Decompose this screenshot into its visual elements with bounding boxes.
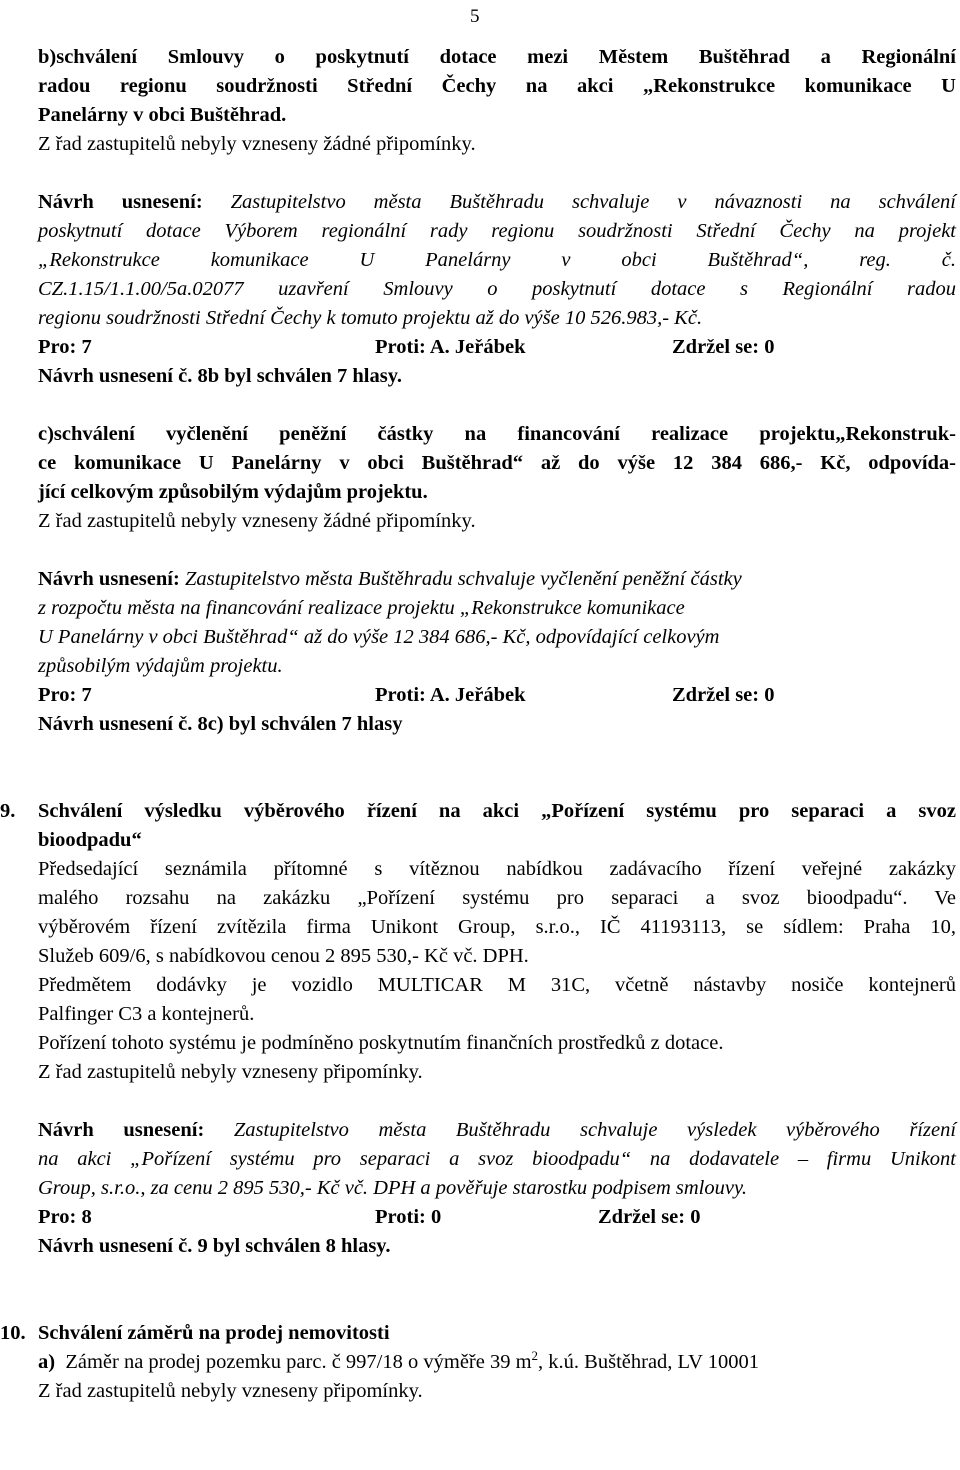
section-b-proposal-line: regionu soudržnosti Střední Čechy k tomuto projektu až do výše 10 526.983,- Kč. bbox=[38, 307, 703, 329]
proposal-label: Návrh usnesení: bbox=[38, 1119, 205, 1141]
proposal-label: Návrh usnesení: bbox=[38, 191, 203, 213]
section-b-heading-line: Panelárny v obci Buštěhrad. bbox=[38, 104, 287, 126]
section-9-result: Návrh usnesení č. 9 byl schválen 8 hlasy. bbox=[38, 1235, 391, 1257]
section-9-heading-line: bioodpadu“ bbox=[38, 829, 142, 851]
section-10-comment: Z řad zastupitelů nebyly vzneseny připomínky. bbox=[38, 1380, 423, 1402]
section-c-comment: Z řad zastupitelů nebyly vzneseny žádné připomínky. bbox=[38, 510, 476, 532]
section-c-proposal-line: U Panelárny v obci Buštěhrad“ až do výše 12 384 686,- Kč, odpovídající celkovým bbox=[38, 626, 720, 648]
section-9-body-line: výběrovém řízení zvítězila firma Unikont Group, s.r.o., IČ 41193113, se sídlem: Praha 10, bbox=[38, 916, 956, 938]
section-9-proposal-line: na akci „Pořízení systému pro separaci a svoz bioodpadu“ na dodavatele – firmu Unikont bbox=[38, 1148, 956, 1170]
vote-zdrzel: Zdržel se: 0 bbox=[672, 336, 775, 358]
section-9-body-line: Předmětem dodávky je vozidlo MULTICAR M 31C, včetně nástavby nosiče kontejnerů bbox=[38, 974, 956, 996]
section-10 bbox=[0, 1319, 956, 1406]
item-superscript: 2 bbox=[531, 1348, 539, 1364]
section-b-proposal-line bbox=[38, 188, 956, 217]
vote-zdrzel: Zdržel se: 0 bbox=[598, 1206, 701, 1228]
page-number: 5 bbox=[470, 6, 480, 27]
section-c-proposal-line: z rozpočtu města na financování realizace projektu „Rekonstrukce komunikace bbox=[38, 597, 685, 619]
section-b-result: Návrh usnesení č. 8b byl schválen 7 hlasy. bbox=[38, 365, 402, 387]
proposal-label: Návrh usnesení: bbox=[38, 568, 180, 590]
section-9-body-line: Palfinger C3 a kontejnerů. bbox=[38, 1003, 255, 1025]
section-c-proposal-line: způsobilým výdajům projektu. bbox=[38, 655, 283, 677]
section-b-heading-line: radou regionu soudržnosti Střední Čechy na akci „Rekonstrukce komunikace U bbox=[38, 75, 956, 97]
section-c-vote bbox=[38, 681, 956, 710]
item-text-before: Záměr na prodej pozemku parc. č 997/18 o výměře 39 m bbox=[65, 1351, 532, 1373]
section-b-proposal-line: „Rekonstrukce komunikace U Panelárny v obci Buštěhrad“, reg. č. bbox=[38, 249, 956, 271]
item-label: a) bbox=[38, 1351, 56, 1373]
vote-proti: Proti: A. Jeřábek bbox=[375, 336, 526, 358]
section-c-heading-line: jící celkovým způsobilým výdajům projektu. bbox=[38, 481, 428, 503]
vote-proti: Proti: 0 bbox=[375, 1206, 442, 1228]
vote-pro: Pro: 7 bbox=[38, 336, 92, 358]
section-9-proposal-line: Group, s.r.o., za cenu 2 895 530,- Kč vč. DPH a pověřuje starostku podpisem smlouvy. bbox=[38, 1177, 748, 1199]
item-text-after: , k.ú. Buštěhrad, LV 10001 bbox=[538, 1351, 759, 1373]
section-b bbox=[38, 43, 956, 391]
section-10-item bbox=[38, 1348, 956, 1377]
proposal-text: Zastupitelstvo města Buštěhradu schvaluje v návaznosti na schválení bbox=[230, 191, 957, 213]
section-10-number: 10. bbox=[0, 1322, 26, 1344]
section-b-proposal-line: CZ.1.15/1.1.00/5a.02077 uzavření Smlouvy o poskytnutí dotace s Regionální radou bbox=[38, 278, 956, 300]
section-c-heading-line: c)schválení vyčlenění peněžní částky na financování realizace projektu„Rekonstruk- bbox=[38, 423, 956, 445]
vote-pro: Pro: 8 bbox=[38, 1206, 92, 1228]
proposal-text: Zastupitelstvo města Buštěhradu schvaluje vyčlenění peněžní částky bbox=[184, 568, 742, 590]
section-10-heading: Schválení záměrů na prodej nemovitosti bbox=[38, 1322, 390, 1344]
section-9-body-line: Služeb 609/6, s nabídkovou cenou 2 895 530,- Kč vč. DPH. bbox=[38, 945, 529, 967]
proposal-text: Zastupitelstvo města Buštěhradu schvaluje výsledek výběrového řízení bbox=[233, 1119, 957, 1141]
section-9-number: 9. bbox=[0, 800, 16, 822]
section-9 bbox=[0, 797, 957, 1261]
section-9-heading-line: Schválení výsledku výběrového řízení na akci „Pořízení systému pro separaci a svoz bbox=[38, 800, 956, 822]
section-b-comment: Z řad zastupitelů nebyly vzneseny žádné připomínky. bbox=[38, 133, 476, 155]
section-c-heading-line: ce komunikace U Panelárny v obci Buštěhrad“ až do výše 12 384 686,- Kč, odpovída- bbox=[38, 452, 956, 474]
section-b-proposal-line: poskytnutí dotace Výborem regionální rady regionu soudržnosti Střední Čechy na projekt bbox=[38, 220, 956, 242]
section-c-result: Návrh usnesení č. 8c) byl schválen 7 hlasy bbox=[38, 713, 403, 735]
section-9-body-line: Pořízení tohoto systému je podmíněno poskytnutím finančních prostředků z dotace. bbox=[38, 1032, 724, 1054]
section-b-heading-line: b)schválení Smlouvy o poskytnutí dotace mezi Městem Buštěhrad a Regionální bbox=[38, 46, 956, 68]
vote-pro: Pro: 7 bbox=[38, 684, 92, 706]
vote-proti: Proti: A. Jeřábek bbox=[375, 684, 526, 706]
vote-zdrzel: Zdržel se: 0 bbox=[672, 684, 775, 706]
section-c bbox=[38, 420, 956, 739]
section-c-proposal-line bbox=[38, 565, 956, 594]
section-9-proposal-line bbox=[38, 1116, 956, 1145]
section-9-body-line: Z řad zastupitelů nebyly vzneseny připomínky. bbox=[38, 1061, 423, 1083]
section-9-body-line: Předsedající seznámila přítomné s vítěznou nabídkou zadávacího řízení veřejné zakázky bbox=[38, 858, 956, 880]
document-body bbox=[0, 43, 957, 1406]
section-9-vote bbox=[38, 1203, 956, 1232]
section-b-vote bbox=[38, 333, 956, 362]
section-9-body-line: malého rozsahu na zakázku „Pořízení systému pro separaci a svoz bioodpadu“. Ve bbox=[38, 887, 956, 909]
